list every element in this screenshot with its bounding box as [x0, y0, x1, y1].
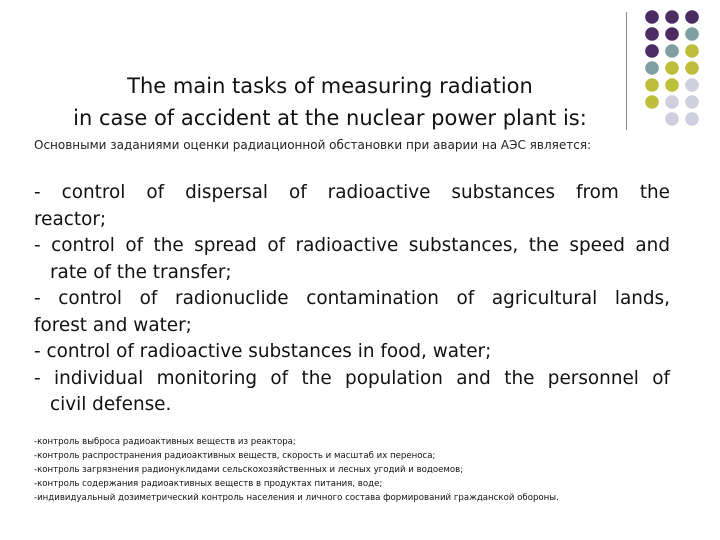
ru-item: -контроль выброса радиоактивных веществ из реактора;	[34, 437, 296, 447]
ru-item: -контроль распространения радиоактивных веществ, скорость и масштаб их переноса;	[34, 451, 436, 461]
decor-dot	[685, 112, 699, 126]
decor-dot	[685, 44, 699, 58]
task-line-continued: forest and water;	[34, 314, 192, 336]
task-line: - individual monitoring of the population and the personnel of	[34, 367, 670, 389]
task-line-continued: civil defense.	[50, 394, 172, 415]
task-line: - control of dispersal of radioactive substances from the	[34, 182, 670, 203]
dot-grid-decoration	[626, 9, 720, 131]
decor-dot	[645, 95, 659, 109]
task-item	[34, 233, 670, 286]
ru-item: -контроль содержания радиоактивных веществ в продуктах питания, воде;	[34, 479, 383, 489]
task-line-continued: rate of the transfer;	[50, 261, 232, 283]
task-line-continued: reactor;	[34, 208, 107, 230]
decor-dot	[645, 27, 659, 41]
decor-dot	[665, 44, 679, 58]
decor-dot	[685, 10, 699, 24]
title-line-1: The main tasks of measuring radiation	[127, 74, 533, 98]
task-line: - control of the spread of radioactive substances, the speed and	[34, 235, 670, 256]
task-item	[34, 339, 670, 366]
slide-title	[40, 70, 620, 134]
decor-dot	[665, 112, 679, 126]
decor-dot	[645, 44, 659, 58]
decor-dot	[645, 61, 659, 75]
task-line: - control of radioactive substances in food, water;	[34, 341, 492, 362]
task-line: - control of radionuclide contamination of agricultural lands,	[34, 288, 670, 309]
decor-dot	[645, 10, 659, 24]
decor-dot	[685, 27, 699, 41]
title-line-2: in case of accident at the nuclear power plant is:	[73, 106, 587, 130]
russian-tasks-list	[34, 435, 674, 505]
tasks-list	[34, 180, 670, 419]
task-item	[34, 180, 670, 233]
decor-dot	[685, 95, 699, 109]
ru-item: -индивидуальный дозиметрический контроль населения и личного состава формирований гражданской обороны.	[34, 493, 559, 503]
decor-dot	[685, 78, 699, 92]
decor-dot	[665, 78, 679, 92]
decor-dot	[665, 95, 679, 109]
decor-dot	[665, 27, 679, 41]
task-item	[34, 286, 670, 339]
decor-dot	[665, 10, 679, 24]
subtitle-russian: Основными заданиями оценки радиационной обстановки при аварии на АЭС является:	[34, 138, 592, 152]
decor-dot	[665, 61, 679, 75]
decor-dot	[645, 78, 659, 92]
task-item	[34, 366, 670, 419]
decor-dot	[685, 61, 699, 75]
ru-item: -контроль загрязнения радионуклидами сельскохозяйственных и лесных угодий и водоемов;	[34, 465, 464, 475]
